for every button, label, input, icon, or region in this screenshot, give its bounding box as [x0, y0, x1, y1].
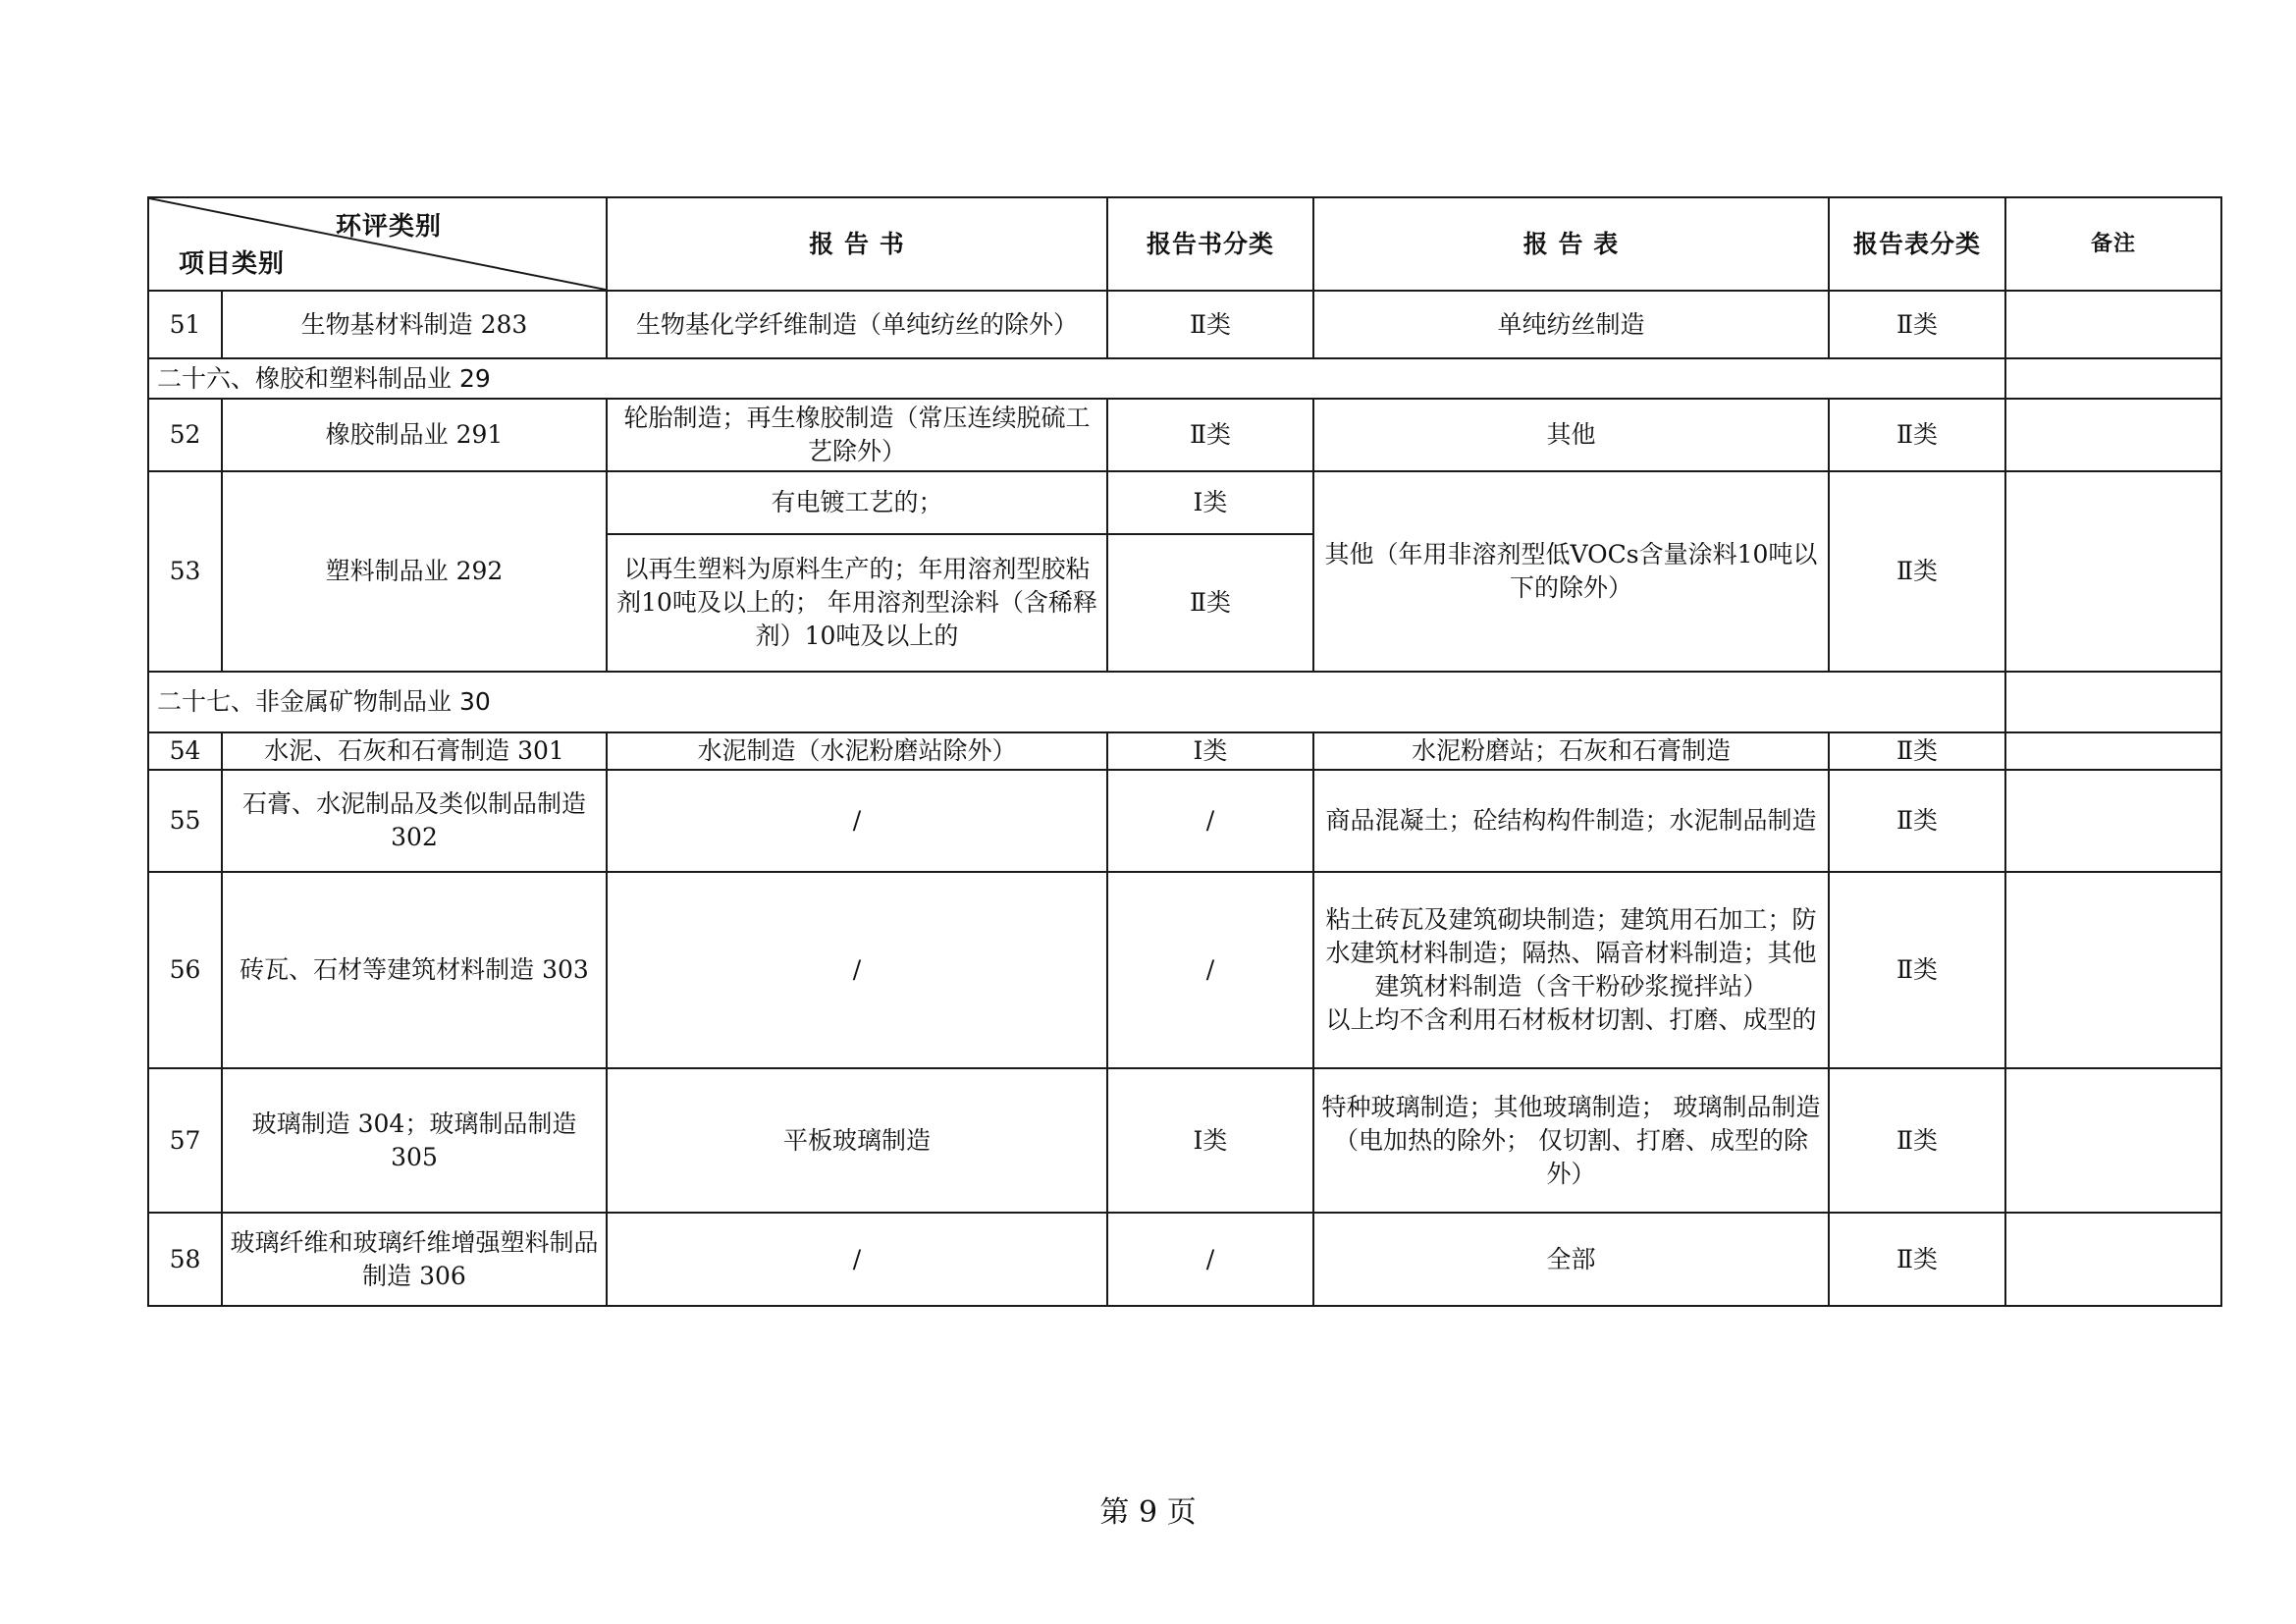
- table-row: [148, 1213, 2221, 1306]
- table-row: [148, 399, 2221, 471]
- remarks-cell: [2005, 471, 2221, 672]
- remarks-cell: [2005, 358, 2221, 399]
- report-table-class-header: 报告表分类: [1829, 197, 2005, 291]
- report-book-class-cell: Ⅱ类: [1107, 534, 1313, 672]
- table-row: [148, 1068, 2221, 1213]
- remarks-cell: [2005, 399, 2221, 471]
- report-book-cell: 有电镀工艺的；: [607, 471, 1107, 534]
- report-book-class-cell: Ⅰ类: [1107, 1068, 1313, 1213]
- project-name: 玻璃纤维和玻璃纤维增强塑料制品制造 306: [222, 1213, 607, 1306]
- report-book-class-cell: /: [1107, 1213, 1313, 1306]
- remarks-cell: [2005, 291, 2221, 358]
- report-table-class-cell: Ⅱ类: [1829, 732, 2005, 770]
- row-number: 54: [148, 732, 222, 770]
- table-row: [148, 291, 2221, 358]
- remarks-cell: [2005, 1068, 2221, 1213]
- report-table-class-cell: Ⅱ类: [1829, 291, 2005, 358]
- section-row: [148, 672, 2221, 732]
- report-book-cell: 平板玻璃制造: [607, 1068, 1107, 1213]
- project-category-label: 项目类别: [179, 249, 286, 279]
- report-book-cell: 以再生塑料为原料生产的；年用溶剂型胶粘剂10吨及以上的； 年用溶剂型涂料（含稀释剂）10吨及以上的: [607, 534, 1107, 672]
- row-number: 51: [148, 291, 222, 358]
- project-name: 玻璃制造 304；玻璃制品制造 305: [222, 1068, 607, 1213]
- report-table-header: 报 告 表: [1313, 197, 1829, 291]
- report-book-cell: 生物基化学纤维制造（单纯纺丝的除外）: [607, 291, 1107, 358]
- table-row: [148, 770, 2221, 872]
- report-book-class-cell: Ⅱ类: [1107, 291, 1313, 358]
- report-table-class-cell: Ⅱ类: [1829, 770, 2005, 872]
- report-table-cell: 全部: [1313, 1213, 1829, 1306]
- report-table-class-cell: Ⅱ类: [1829, 1213, 2005, 1306]
- remarks-cell: [2005, 672, 2221, 732]
- section-title: 二十七、非金属矿物制品业 30: [148, 672, 2005, 732]
- remarks-cell: [2005, 1213, 2221, 1306]
- classification-table: [147, 196, 2222, 1307]
- row-number: 52: [148, 399, 222, 471]
- row-number: 58: [148, 1213, 222, 1306]
- table-row: [148, 872, 2221, 1068]
- report-table-cell: 其他: [1313, 399, 1829, 471]
- env-category-label: 环评类别: [336, 212, 443, 242]
- row-number: 57: [148, 1068, 222, 1213]
- report-table-class-cell: Ⅱ类: [1829, 1068, 2005, 1213]
- report-table-class-cell: Ⅱ类: [1829, 872, 2005, 1068]
- row-number: 56: [148, 872, 222, 1068]
- report-book-class-cell: Ⅰ类: [1107, 471, 1313, 534]
- report-table-text: 粘土砖瓦及建筑砌块制造；建筑用石加工；防水建筑材料制造；隔热、隔音材料制造；其他建筑材料制造（含干粉砂浆搅拌站）: [1325, 905, 1817, 1001]
- report-table-cell: [1313, 872, 1829, 1068]
- report-book-class-header: 报告书分类: [1107, 197, 1313, 291]
- report-book-class-cell: /: [1107, 770, 1313, 872]
- report-table-cell: 商品混凝土；砼结构构件制造；水泥制品制造: [1313, 770, 1829, 872]
- project-name: 橡胶制品业 291: [222, 399, 607, 471]
- header-row: [148, 197, 2221, 291]
- report-table-cell: 特种玻璃制造；其他玻璃制造； 玻璃制品制造（电加热的除外； 仅切割、打磨、成型的除外）: [1313, 1068, 1829, 1213]
- report-table-cell: 其他（年用非溶剂型低VOCs含量涂料10吨以下的除外）: [1313, 471, 1829, 672]
- report-book-cell: /: [607, 872, 1107, 1068]
- remarks-header: 备注: [2005, 197, 2221, 291]
- row-number: 55: [148, 770, 222, 872]
- remarks-cell: [2005, 770, 2221, 872]
- report-book-cell: /: [607, 770, 1107, 872]
- remarks-cell: [2005, 732, 2221, 770]
- row-number: 53: [148, 471, 222, 672]
- report-table-cell: 水泥粉磨站；石灰和石膏制造: [1313, 732, 1829, 770]
- project-name: 塑料制品业 292: [222, 471, 607, 672]
- remarks-cell: [2005, 872, 2221, 1068]
- report-book-cell: 水泥制造（水泥粉磨站除外）: [607, 732, 1107, 770]
- diagonal-header-cell: [148, 197, 607, 291]
- report-table-class-cell: Ⅱ类: [1829, 471, 2005, 672]
- project-name: 水泥、石灰和石膏制造 301: [222, 732, 607, 770]
- report-table-note: 以上均不含利用石材板材切割、打磨、成型的: [1325, 1005, 1817, 1034]
- section-title: 二十六、橡胶和塑料制品业 29: [148, 358, 2005, 399]
- report-book-header: 报 告 书: [607, 197, 1107, 291]
- report-book-class-cell: Ⅱ类: [1107, 399, 1313, 471]
- project-name: 生物基材料制造 283: [222, 291, 607, 358]
- report-table-class-cell: Ⅱ类: [1829, 399, 2005, 471]
- report-table-cell: 单纯纺丝制造: [1313, 291, 1829, 358]
- report-book-cell: 轮胎制造；再生橡胶制造（常压连续脱硫工艺除外）: [607, 399, 1107, 471]
- project-name: 砖瓦、石材等建筑材料制造 303: [222, 872, 607, 1068]
- table-row: [148, 471, 2221, 534]
- report-book-class-cell: Ⅰ类: [1107, 732, 1313, 770]
- table-row: [148, 732, 2221, 770]
- project-name: 石膏、水泥制品及类似制品制造 302: [222, 770, 607, 872]
- report-book-class-cell: /: [1107, 872, 1313, 1068]
- section-row: [148, 358, 2221, 399]
- report-book-cell: /: [607, 1213, 1107, 1306]
- page-number: 第 9 页: [1099, 1495, 1197, 1530]
